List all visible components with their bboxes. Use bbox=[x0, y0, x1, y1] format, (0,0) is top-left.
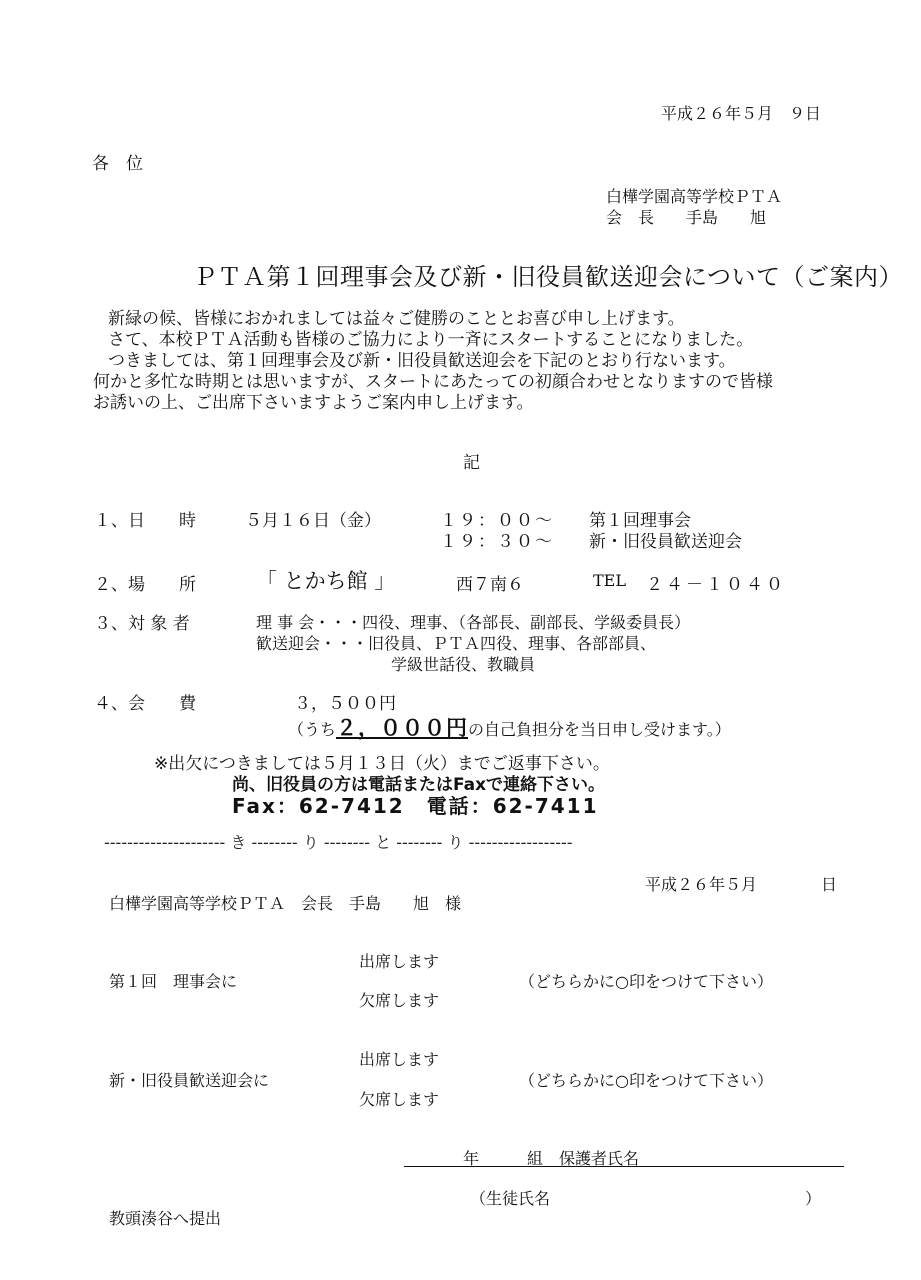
tel-label: TEL bbox=[593, 571, 626, 590]
attend-option-2[interactable]: 出席します bbox=[359, 1050, 440, 1069]
cut-line bbox=[104, 830, 573, 853]
target-line-1: 理 事 会・・・四役、理事、（各部長、副部長、学級委員長） bbox=[256, 613, 691, 632]
absent-option-2[interactable]: 欠席します bbox=[359, 1090, 440, 1109]
fee-note bbox=[288, 712, 731, 742]
page-title: ＰＴＡ第１回理事会及び新・旧役員歓送迎会について（ご案内） bbox=[193, 263, 904, 291]
place-label: ２、場 所 bbox=[94, 575, 196, 595]
reply-deadline-note: ※出欠につきましては５月１３日（火）までご返事下さい。 bbox=[154, 754, 610, 774]
instruction-2: （どちらかに○印をつけて下さい） bbox=[519, 1071, 773, 1090]
addressee: 各 位 bbox=[92, 154, 143, 174]
event-2: 新・旧役員歓送迎会 bbox=[589, 532, 742, 552]
body-paragraph-1: 新緑の候、皆様におかれましては益々ご健勝のこととお喜び申し上げます。 bbox=[108, 309, 685, 329]
sender-organization: 白樺学園高等学校ＰＴＡ bbox=[606, 187, 783, 206]
cut-dash: -------- bbox=[251, 833, 298, 852]
document-date: 平成２６年５月 ９日 bbox=[661, 104, 822, 123]
place-address: 西７南６ bbox=[456, 575, 524, 595]
cut-char-ri: り bbox=[302, 833, 319, 852]
date-label: １、日 時 bbox=[94, 511, 196, 531]
phone-label: 電話： bbox=[426, 794, 493, 818]
row2-label: 新・旧役員歓送迎会に bbox=[109, 1071, 270, 1090]
student-name-open: （生徒氏名 bbox=[470, 1189, 551, 1208]
old-officers-note: 尚、旧役員の方は電話またはFaxで連絡下さい。 bbox=[232, 775, 606, 795]
fee-value: ３，５００円 bbox=[294, 694, 396, 714]
contact-line bbox=[232, 790, 598, 819]
time-1: １９：００～ bbox=[440, 511, 554, 531]
body-paragraph-3: つきましては、第１回理事会及び新・旧役員歓送迎会を下記のとおり行ないます。 bbox=[108, 351, 736, 371]
cut-dash: -------- bbox=[323, 833, 371, 852]
body-paragraph-4: 何かと多忙な時期とは思いますが、スタートにあたっての初顔合わせとなりますので皆様 bbox=[93, 372, 773, 392]
ki-heading: 記 bbox=[463, 453, 480, 473]
instruction-1: （どちらかに○印をつけて下さい） bbox=[519, 972, 773, 991]
absent-option-1[interactable]: 欠席します bbox=[359, 991, 440, 1010]
cut-char-ki: き bbox=[230, 833, 247, 852]
event-1: 第１回理事会 bbox=[589, 511, 691, 531]
tel-number: ２４－１０４０ bbox=[646, 575, 786, 595]
fax-number: 62-7412 bbox=[298, 794, 405, 818]
target-line-3: 学級世話役、教職員 bbox=[391, 655, 536, 674]
attend-option-1[interactable]: 出席します bbox=[359, 952, 440, 971]
body-paragraph-5: お誘いの上、ご出席下さいますようご案内申し上げます。 bbox=[93, 393, 534, 413]
place-name: 「 とかち館 」 bbox=[256, 569, 396, 593]
student-name-close: ） bbox=[805, 1189, 822, 1208]
submit-to: 教頭湊谷へ提出 bbox=[109, 1209, 222, 1228]
fee-note-suffix: の自己負担分を当日申し受けます。） bbox=[468, 720, 731, 739]
cut-dash: -------- bbox=[396, 833, 443, 852]
row1-label: 第１回 理事会に bbox=[109, 972, 238, 991]
cut-char-to: と bbox=[375, 833, 392, 852]
time-2: １９：３０～ bbox=[440, 532, 554, 552]
cut-dash: ------------------ bbox=[468, 833, 573, 852]
phone-number: 62-7411 bbox=[492, 794, 599, 818]
target-label: ３、対 象 者 bbox=[94, 614, 190, 634]
guardian-name-underline bbox=[404, 1166, 844, 1167]
cut-dash: --------------------- bbox=[104, 833, 226, 852]
fax-label: Fax： bbox=[232, 794, 299, 818]
reply-to: 白樺学園高等学校ＰＴＡ 会長 手島 旭 様 bbox=[109, 894, 462, 913]
fee-label: ４、会 費 bbox=[94, 694, 196, 714]
class-guardian-line: 年 組 保護者氏名 bbox=[463, 1149, 640, 1168]
fee-note-prefix: （うち bbox=[288, 720, 337, 739]
target-line-2: 歓送迎会・・・旧役員、ＰＴＡ四役、理事、各部部員、 bbox=[256, 634, 657, 653]
date-value: ５月１６日（金） bbox=[245, 511, 381, 531]
fee-note-amount: ２，０００円 bbox=[336, 716, 469, 740]
sender-president: 会 長 手島 旭 bbox=[606, 208, 767, 227]
cut-char-ri: り bbox=[447, 833, 464, 852]
body-paragraph-2: さて、本校ＰＴＡ活動も皆様のご協力により一斉にスタートすることになりました。 bbox=[108, 330, 754, 350]
reply-date: 平成２６年５月 日 bbox=[645, 875, 838, 894]
